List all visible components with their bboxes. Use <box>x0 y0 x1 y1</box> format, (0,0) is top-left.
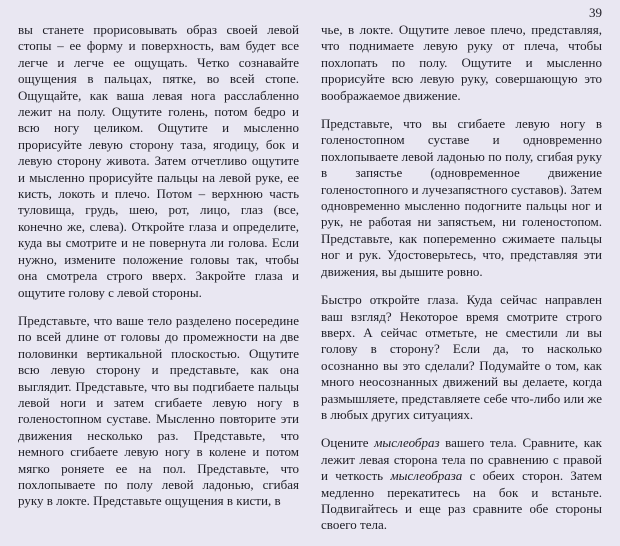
italic-text-run: мыслеобраза <box>390 468 463 484</box>
text-column-right <box>321 22 602 546</box>
paragraph <box>18 313 299 510</box>
text-columns <box>18 22 602 546</box>
text-run: вашего тела. Сравните, как лежит левая сторона тела по сравнению с правой и четкость <box>321 435 602 484</box>
paragraph <box>321 22 602 104</box>
italic-text-run: мыслеобраз <box>374 435 440 451</box>
text-column-left <box>18 22 299 546</box>
text-run: Оцените <box>321 435 375 451</box>
paragraph <box>321 292 602 423</box>
paragraph <box>321 435 602 533</box>
text-run: чье, в локте. Ощутите левое плечо, представляя, что поднимаете левую руку от плеча, чтобы похлопать по полу. Ощутите и мысленно прорисуйте всю левую руку, совершающую это воображаемое движение. <box>321 22 602 103</box>
text-run: с обеих сторон. Затем медленно перекатитесь на бок и встаньте. Подвигайтесь и еще раз сравните обе стороны своего тела. <box>321 468 602 533</box>
paragraph <box>321 116 602 280</box>
text-run: вы станете прорисовывать образ своей левой стопы – ее форму и поверхность, вам будет все легче и легче ее ощущать. Четко сознавайте ощущения в пальцах, пятке, во всей стопе. Ощущайте, как ваша левая нога расслабленно лежит на полу. Ощутите голень, потом бедро и всю ногу целиком. Ощутите и мысленно прорисуйте левую сторону таза, ягодицу, бок и левую сторону живота. Затем отчетливо ощутите и мысленно прорисуйте пальцы на левой руке, ее кисть, локоть и плечо. Потом – верхнюю часть туловища, грудь, шею, рот, лицо, глаз (все, конечно же, слева). Откройте глаза и определите, куда вы смотрите и не повернута ли голова. Если нужно, измените положение головы так, чтобы она смотрела строго вверх. Закройте глаза и ощутите голову с левой стороны. <box>18 22 299 300</box>
page-number: 39 <box>589 5 602 20</box>
paragraph <box>18 22 299 301</box>
text-run: Представьте, что ваше тело разделено посередине по всей длине от головы до промежности на две половинки вертикальной плоскостью. Ощутите всю левую сторону и представьте, как она выглядит. Представьте, что вы подгибаете пальцы левой ноги и затем сгибаете левую ногу в голеностопном суставе. Мысленно повторите эти движения несколько раз. Представьте, что немного сгибаете левую ногу в колене и потом мягко роняете ее на пол. Представьте, что похлопываете по полу левой ладонью, сгибая руку в локте. Представьте ощущения в кисти, в <box>18 312 299 509</box>
text-run: Представьте, что вы сгибаете левую ногу в голеностопном суставе и одновременно похлопываете левой ладонью по полу, сгибая руку в запястье (одновременное движение голеностопного и лучезапястного суставов). Затем одновременно мысленно подогните пальцы ног и рук, не работая ни запястьем, ни голеностопом. Представьте, как попеременно сжимаете пальцы ног и рук. Удостоверьтесь, что, представляя эти движения, вы дышите ровно. <box>321 116 602 279</box>
text-run: Быстро откройте глаза. Куда сейчас направлен ваш взгляд? Некоторое время смотрите строго вверх. А сейчас отметьте, не сместили ли вы голову в сторону? Если да, то насколько осознанно вы это сделали? Подумайте о том, как много неосознанных движений вы делаете, когда размышляете, представляете себе что-либо или же в любых других ситуациях. <box>321 292 602 422</box>
